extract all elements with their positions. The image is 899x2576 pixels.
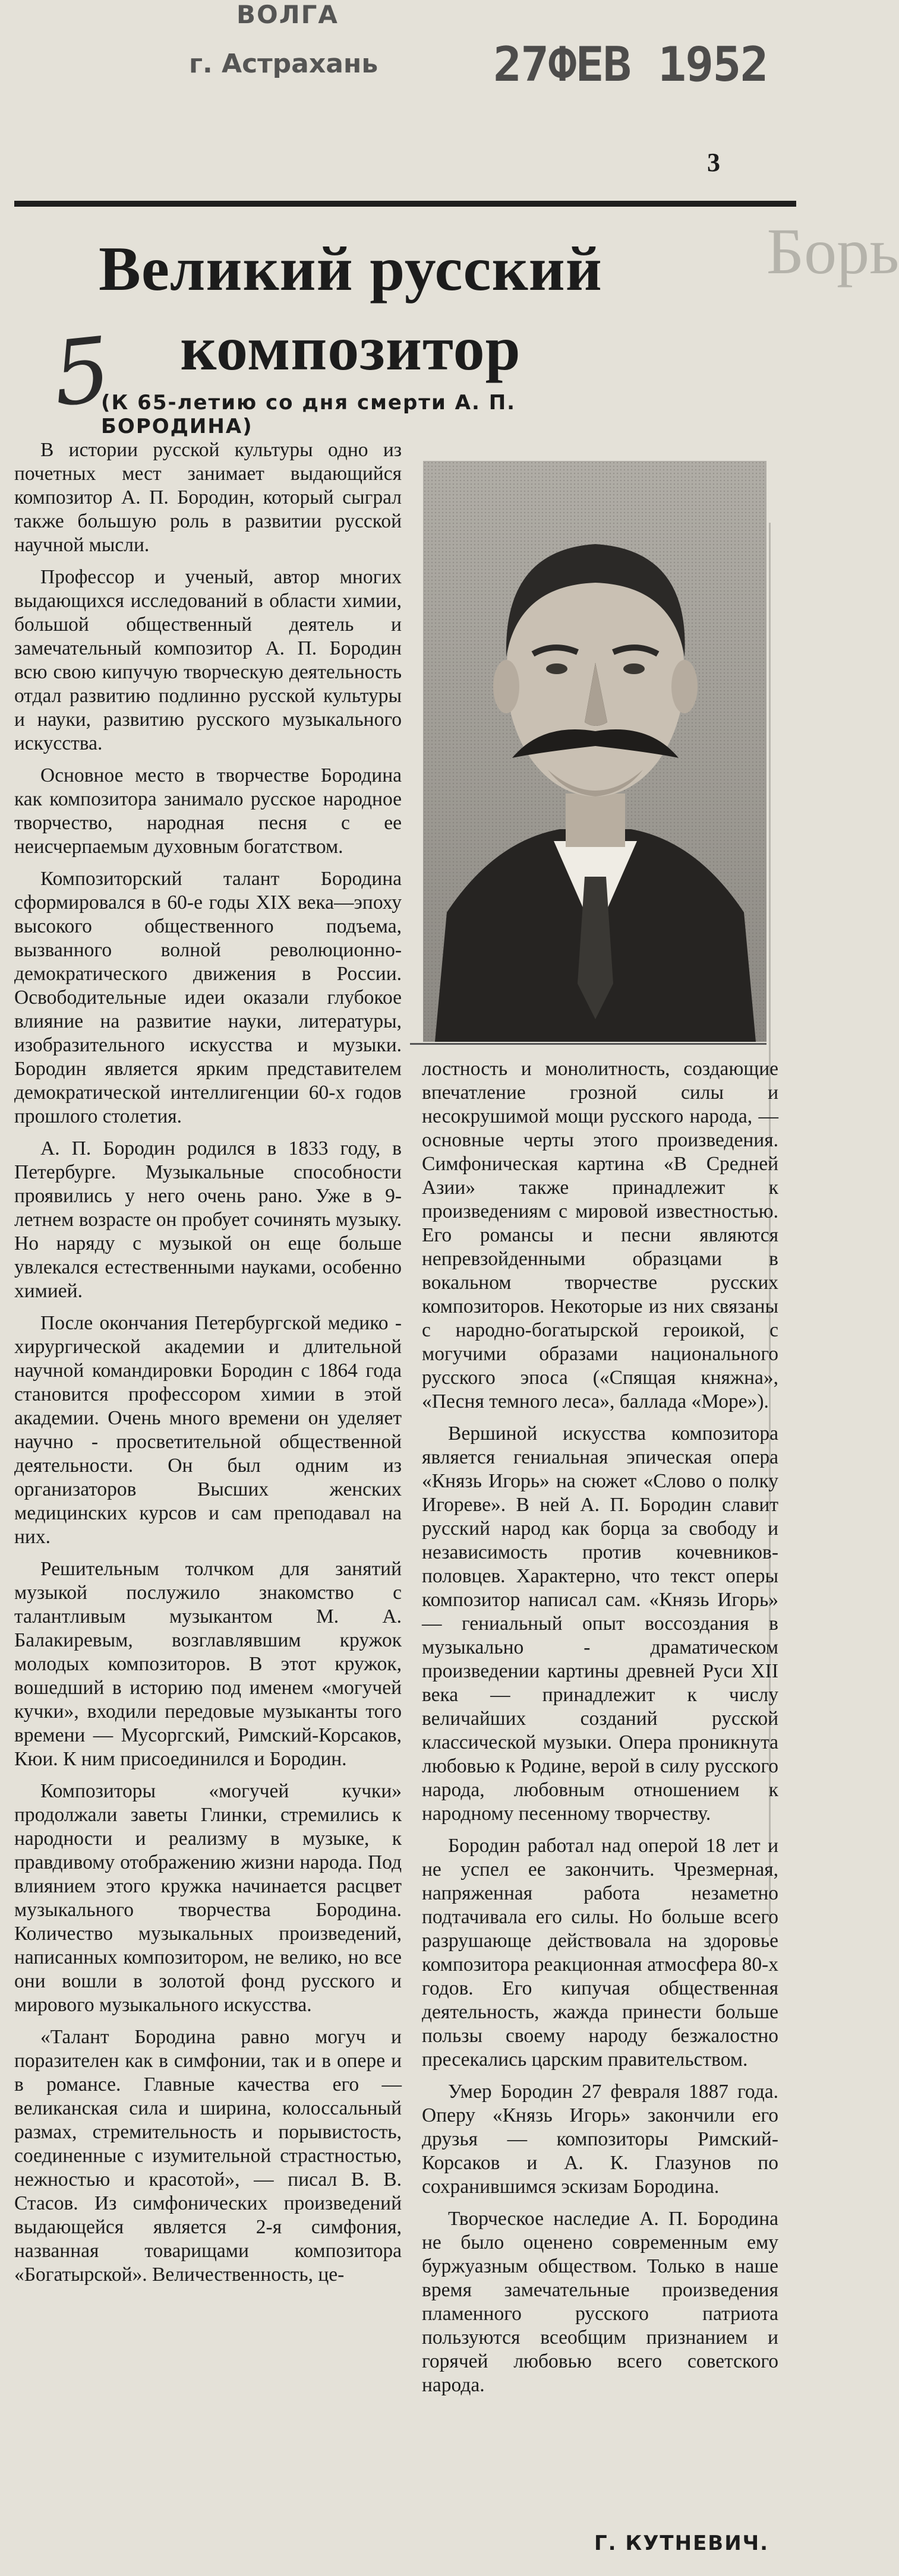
city-stamp: г. Астрахань bbox=[189, 49, 378, 79]
photo-bottom-rule bbox=[410, 1043, 766, 1045]
paragraph: Композиторский талант Бородина сформировался в 60-е годы XIX века—эпоху высокого общественного подъема, вызванного волной революционно-демократического движения в России. Освободительные идеи оказали глубокое влияние на развитие науки, литературы, изобразительного искусства и музыки. Бородин является ярким представителем демократической интеллигенции 60-х годов прошлого столетия. bbox=[14, 868, 402, 1127]
top-rule bbox=[14, 201, 796, 207]
portrait-illustration bbox=[423, 461, 766, 1042]
author-signature: Г. КУТНЕВИЧ. bbox=[594, 2531, 769, 2555]
newspaper-stamp: ВОЛГА bbox=[236, 0, 339, 29]
paragraph: «Талант Бородина равно могуч и поразителен как в симфонии, так и в опере и в романсе. Главные качества его — великанская сила и ширина, колоссальный размах, стремительность и порывистость, соединенные с изумительной страстностью, нежностью и красотой», — писал В. В. Стасов. Из симфонических произведений выдающейся является 2-я симфония, названная товарищами композитора «Богатырской». Величественность, це- bbox=[14, 2026, 402, 2286]
paragraph: В истории русской культуры одно из почетных мест занимает выдающийся композитор А. П. Бородин, который сыграл также большую роль в развитии русской научной мысли. bbox=[14, 439, 402, 556]
article-subtitle: (К 65-летию со дня смерти А. П. БОРОДИНА) bbox=[101, 391, 516, 438]
article-column-left bbox=[14, 438, 402, 2295]
paragraph: Умер Бородин 27 февраля 1887 года. Оперу «Князь Игорь» закончили его друзья — композиторы Римский-Корсаков и А. К. Глазунов по сохранившимся эскизам Бородина. bbox=[422, 2081, 778, 2198]
paragraph: лостность и монолитность, создающие впечатление грозной силы и несокрушимой мощи русского народа, — основные черты этого произведения. Симфоническая картина «В Средней Азии» также принадлежит к произведениям с мировой известностью. Его романсы и песни являются непревзойденными образцами в вокальном творчестве русских композиторов. Некоторые из них связаны с народно-богатырской героикой, с могучими образами национального русского эпоса («Спящая княжна», «Песня темного леса», баллада «Море»). bbox=[422, 1058, 778, 1412]
headline-line-1: Великий русский bbox=[99, 234, 603, 304]
paragraph: Вершиной искусства композитора является гениальная эпическая опера «Князь Игорь» на сюжет «Слово о полку Игореве». В ней А. П. Бородин славит русский народ как борца за свободу и независимость против кочевников-половцев. Характерно, что текст оперы композитор написал сам. «Князь Игорь» — гениальный опыт воссоздания в музыкально - драматическом произведении картины древней Руси XII века — принадлежит к числу величайших созданий русской классической музыки. Опера проникнута любовью к Родине, верой в силу русского народа, любовным отношением к народному песенному творчеству. bbox=[422, 1423, 778, 1825]
paragraph: Композиторы «могучей кучки» продолжали заветы Глинки, стремились к народности и реализму в музыке, к правдивому отображению жизни народа. Под влиянием этого кружка начинается расцвет музыкального творчества Бородина. Количество музыкальных произведений, написанных композитором, не велико, но все они вошли в золотой фонд русского и мирового музыкального искусства. bbox=[14, 1780, 402, 2016]
headline-line-2: композитор bbox=[180, 314, 521, 383]
paragraph: Творческое наследие А. П. Бородина не было оценено современным ему буржуазным обществом. Только в наше время замечательные произведения пламенного русского патриота пользуются всеобщим признанием и горячей любовью всего советского народа. bbox=[422, 2208, 778, 2396]
page-number: 3 bbox=[707, 148, 720, 177]
next-article-fragment: Борь bbox=[766, 215, 899, 287]
paragraph: Профессор и ученый, автор многих выдающихся исследований в области химии, большой общественный деятель и замечательный композитор А. П. Бородин всю свою кипучую творческую деятельность отдал развитию подлинно русской культуры и науки, развитию русского музыкального искусства. bbox=[14, 566, 402, 754]
article-column-right bbox=[422, 1057, 778, 2406]
handwritten-mark: 5 bbox=[48, 318, 116, 427]
paragraph: После окончания Петербургской медико - хирургической академии и длительной научной командировки Бородин с 1864 года становится профессором химии в этой академии. Очень много времени он уделяет научно - просветительной общественной деятельности. Он был одним из организаторов Высших женских медицинских курсов и сам преподавал на них. bbox=[14, 1312, 402, 1548]
portrait-photo bbox=[423, 461, 766, 1042]
date-stamp: 27ФЕВ 1952 bbox=[493, 37, 768, 92]
paragraph: Решительным толчком для занятий музыкой послужило знакомство с талантливым музыкантом М. А. Балакиревым, возглавлявшим кружок молодых композиторов. В этот кружок, вошедший в историю под именем «могучей кучки», входили передовые музыканты того времени — Мусоргский, Римский-Корсаков, Кюи. К ним присоединился и Бородин. bbox=[14, 1558, 402, 1770]
paragraph: А. П. Бородин родился в 1833 году, в Петербурге. Музыкальные способности проявились у него очень рано. Уже в 9-летнем возрасте он пробует сочинять музыку. Но наряду с музыкой он еще больше увлекался естественными науками, особенно химией. bbox=[14, 1137, 402, 1302]
paragraph: Основное место в творчестве Бородина как композитора занимало русское народное творчество, народная песня с ее неисчерпаемым духовным богатством. bbox=[14, 764, 402, 858]
paragraph: Бородин работал над оперой 18 лет и не успел ее закончить. Чрезмерная, напряженная работа незаметно подтачивала его силы. Но больше всего разрушающе действовала на здоровье композитора реакционная атмосфера 80-х годов. Его кипучая общественная деятельность, жажда принести больше пользы своему народу безжалостно пресекались царским правительством. bbox=[422, 1835, 778, 2071]
